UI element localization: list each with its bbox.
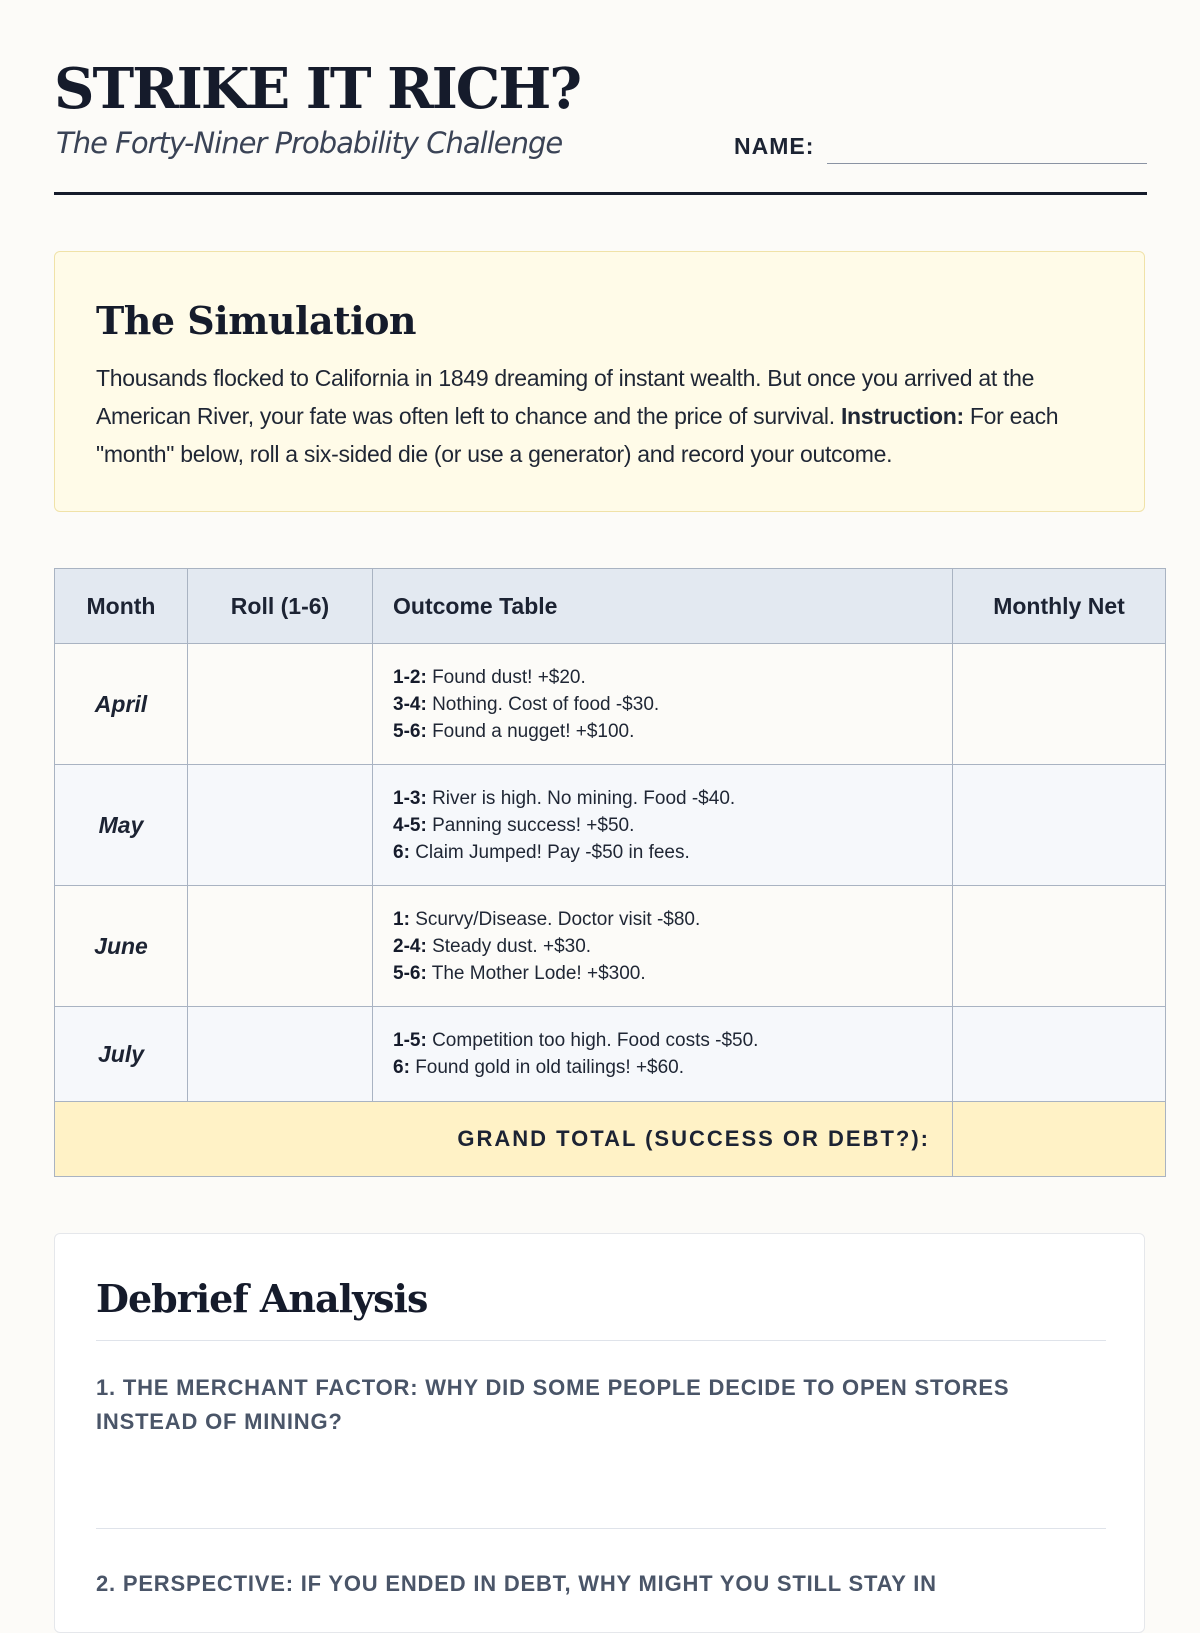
debrief-box [54,1233,1145,1633]
outcome-range: 2-4: [393,935,427,957]
roll-input-cell[interactable] [188,886,373,1007]
outcome-text: Panning success! +$50. [432,814,635,836]
simulation-body: Thousands flocked to California in 1849 dreaming of instant wealth. But once you arrived at the American River, your fate was often left to chance and the price of survival. [96,365,1035,429]
outcome-line [393,839,952,866]
month-cell: July [55,1007,188,1102]
monthly-net-input-cell[interactable] [953,644,1166,765]
outcome-cell [373,644,953,765]
header-divider [54,192,1147,195]
table-row [55,1007,1166,1102]
debrief-question: 2. PERSPECTIVE: IF YOU ENDED IN DEBT, WHY MIGHT YOU STILL STAY IN [96,1571,937,1596]
outcome-line [393,1027,952,1054]
column-header-outcome: Outcome Table [373,569,953,644]
table-row [55,644,1166,765]
outcome-range: 4-5: [393,814,427,836]
column-header-net: Monthly Net [953,569,1166,644]
month-cell: May [55,765,188,886]
outcome-range: 5-6: [393,720,427,742]
grand-total-label: GRAND TOTAL (SUCCESS OR DEBT?): [55,1102,953,1177]
outcome-text: Competition too high. Food costs -$50. [432,1030,759,1051]
name-input-line[interactable] [827,163,1147,164]
outcome-text: Steady dust. +$30. [432,935,592,957]
outcome-range: 1: [393,908,410,930]
outcome-range: 1-2: [393,666,427,688]
grand-total-row [55,1102,1166,1177]
outcome-range: 6: [393,841,410,863]
roll-input-cell[interactable] [188,765,373,886]
outcome-line [393,933,952,960]
outcome-line [393,718,952,745]
outcome-range: 3-4: [393,693,427,715]
roll-input-cell[interactable] [188,1007,373,1102]
debrief-question: 1. THE MERCHANT FACTOR: WHY DID SOME PEOPLE DECIDE TO OPEN STORES INSTEAD OF MINING? [96,1375,1010,1434]
instruction-label: Instruction: [840,403,964,429]
simulation-heading: The Simulation [96,298,417,343]
column-header-roll: Roll (1-6) [188,569,373,644]
outcome-text: River is high. No mining. Food -$40. [432,787,736,809]
outcome-line [393,906,952,933]
instruction-text: For each "month" below, roll a six-sided die (or use a generator) and record your outcome. [96,403,1059,467]
outcome-range: 5-6: [393,962,427,984]
outcome-range: 1-5: [393,1030,427,1051]
outcome-line [393,691,952,718]
roll-input-cell[interactable] [188,644,373,765]
outcome-cell [373,886,953,1007]
month-cell: June [55,886,188,1007]
outcome-cell [373,1007,953,1102]
debrief-divider [96,1340,1106,1341]
outcome-text: Claim Jumped! Pay -$50 in fees. [415,841,690,863]
outcome-text: Scurvy/Disease. Doctor visit -$80. [415,908,701,930]
outcome-text: Nothing. Cost of food -$30. [432,693,660,715]
simulation-text [96,359,1106,473]
outcome-table [54,568,1166,1177]
outcome-range: 1-3: [393,787,427,809]
page-subtitle: The Forty-Niner Probability Challenge [56,126,563,160]
table-row [55,765,1166,886]
grand-total-input-cell[interactable] [953,1102,1166,1177]
outcome-line [393,785,952,812]
monthly-net-input-cell[interactable] [953,1007,1166,1102]
outcome-line [393,1054,952,1081]
monthly-net-input-cell[interactable] [953,765,1166,886]
outcome-text: Found a nugget! +$100. [432,720,635,742]
monthly-net-input-cell[interactable] [953,886,1166,1007]
table-row [55,886,1166,1007]
outcome-text: The Mother Lode! +$300. [431,962,646,984]
outcome-text: Found dust! +$20. [432,666,586,688]
outcome-line [393,960,952,987]
debrief-heading: Debrief Analysis [96,1276,428,1321]
outcome-cell [373,765,953,886]
month-cell: April [55,644,188,765]
name-label: NAME: [734,133,815,159]
answer-line[interactable] [96,1528,1106,1529]
outcome-line [393,664,952,691]
outcome-text: Found gold in old tailings! +$60. [415,1057,685,1078]
page-title: STRIKE IT RICH? [54,56,581,122]
outcome-range: 6: [393,1057,410,1078]
simulation-box [54,251,1145,512]
column-header-month: Month [55,569,188,644]
outcome-line [393,812,952,839]
table-header-row [55,569,1166,644]
